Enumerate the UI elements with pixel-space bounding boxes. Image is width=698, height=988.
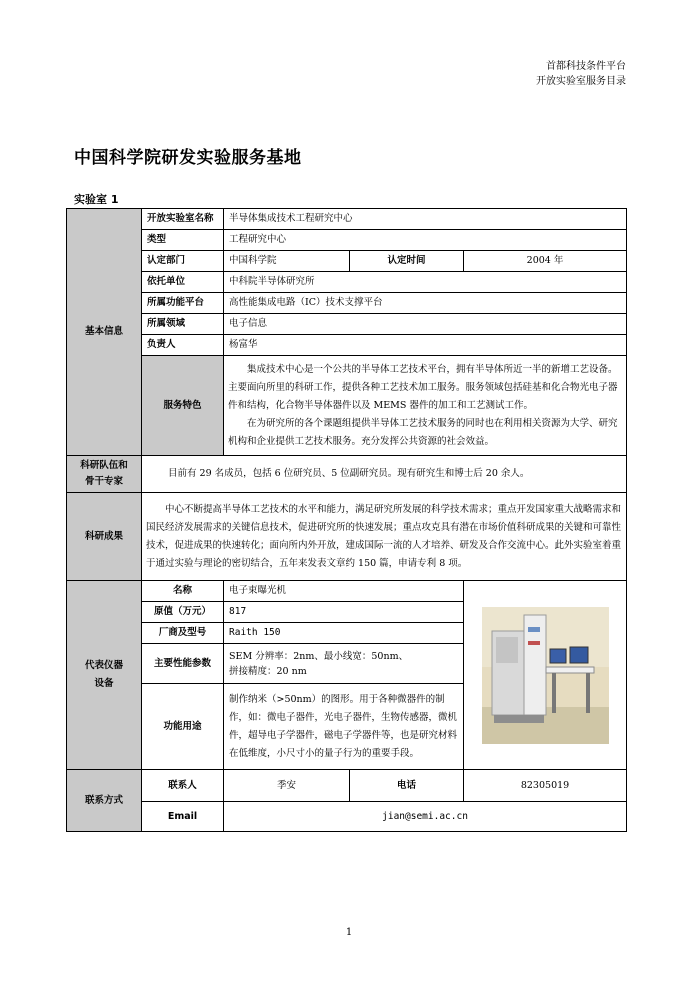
page-title: 中国科学院研发实验服务基地 xyxy=(74,148,302,168)
team-text: 目前有 29 名成员，包括 6 位研究员、5 位副研究员。现有研究生和博士后 20 余人。 xyxy=(142,456,627,493)
service-paragraph-2: 在为研究所的各个课题组提供半导体工艺技术服务的同时也在利用相关资源为大学、研究机构和企业提供工艺技术服务。充分发挥公共资源的社会效益。 xyxy=(228,417,618,447)
instrument-perf-label: 主要性能参数 xyxy=(142,644,224,684)
lab-name-value: 半导体集成技术工程研究中心 xyxy=(224,209,627,230)
instrument-section-label-line1: 代表仪器 xyxy=(84,660,123,671)
instrument-use-label: 功能用途 xyxy=(142,684,224,770)
service-section-label: 服务特色 xyxy=(142,356,224,456)
field-label: 所属领域 xyxy=(142,314,224,335)
achievements-section-label: 科研成果 xyxy=(67,493,142,581)
contact-phone-label: 电话 xyxy=(350,770,464,802)
contact-email-value: jian@semi.ac.cn xyxy=(224,802,627,832)
contact-person-label: 联系人 xyxy=(142,770,224,802)
team-section-label-line2: 骨干专家 xyxy=(84,476,123,487)
page-header xyxy=(536,59,626,89)
lab-label: 实验室 1 xyxy=(74,193,119,206)
instrument-maker-value: Raith 150 xyxy=(224,623,464,644)
field-value: 电子信息 xyxy=(224,314,627,335)
instrument-name-label: 名称 xyxy=(142,581,224,602)
lab-name-label: 开放实验室名称 xyxy=(142,209,224,230)
team-section-label-line1: 科研队伍和 xyxy=(80,460,128,471)
instrument-maker-label: 厂商及型号 xyxy=(142,623,224,644)
instrument-perf-line1: SEM 分辨率：2nm、最小线宽：50nm、 xyxy=(229,650,409,662)
dept-value: 中国科学院 xyxy=(224,251,350,272)
instrument-photo xyxy=(482,607,609,744)
instrument-name-value: 电子束曝光机 xyxy=(224,581,464,602)
contact-email-label: Email xyxy=(142,802,224,832)
time-value: 2004 年 xyxy=(464,251,627,272)
instrument-value-label: 原值（万元） xyxy=(142,602,224,623)
instrument-section-label-line2: 设备 xyxy=(94,678,114,689)
platform-value: 高性能集成电路（IC）技术支撑平台 xyxy=(224,293,627,314)
page-number: 1 xyxy=(345,927,353,938)
contact-section-label: 联系方式 xyxy=(67,770,142,832)
contact-person-value: 季安 xyxy=(224,770,350,802)
type-label: 类型 xyxy=(142,230,224,251)
contact-phone-value: 82305019 xyxy=(464,770,627,802)
dept-label: 认定部门 xyxy=(142,251,224,272)
type-value: 工程研究中心 xyxy=(224,230,627,251)
host-value: 中科院半导体研究所 xyxy=(224,272,627,293)
leader-value: 杨富华 xyxy=(224,335,627,356)
instrument-perf-line2: 拼接精度：20 nm xyxy=(229,665,307,677)
achievements-text: 中心不断提高半导体工艺技术的水平和能力，满足研究所发展的科学技术需求；重点开发国家重大战略需求和国民经济发展需求的关键信息技术，促进研究所的快速发展；重点攻克具有潜在市场价值科研成果的关键和可靠性技术，促进成果的快速转化；面向所内外开放，建成国际一流的人才培养、研发及合作交流中心。此外实验室着重于通过实验与理论的密切结合，五年来发表文章约 150 篇，申请专利 8 项。 xyxy=(146,503,622,569)
service-paragraph-1: 集成技术中心是一个公共的半导体工艺技术平台，拥有半导体所近一半的新增工艺设备。主要面向所里的科研工作，提供各种工艺技术加工服务。服务领域包括硅基和化合物光电子器件和结构，化合物半导体器件以及 MEMS 器件的加工和工艺测试工作。 xyxy=(228,363,618,411)
lab-info-table xyxy=(66,208,627,832)
instrument-use-value: 制作纳米（>50nm）的图形。用于各种微器件的制作，如：微电子器件，光电子器件，生物传感器，微机件，超导电子学器件，磁电子学器件等，也是研究材料在低维度，小尺寸小的量子行为的重要手段。 xyxy=(224,684,464,770)
instrument-value-value: 817 xyxy=(224,602,464,623)
leader-label: 负责人 xyxy=(142,335,224,356)
host-label: 依托单位 xyxy=(142,272,224,293)
header-catalog: 开放实验室服务目录 xyxy=(536,76,626,87)
header-platform: 首都科技条件平台 xyxy=(546,61,626,72)
time-label: 认定时间 xyxy=(350,251,464,272)
platform-label: 所属功能平台 xyxy=(142,293,224,314)
basic-info-section-label: 基本信息 xyxy=(67,209,142,456)
